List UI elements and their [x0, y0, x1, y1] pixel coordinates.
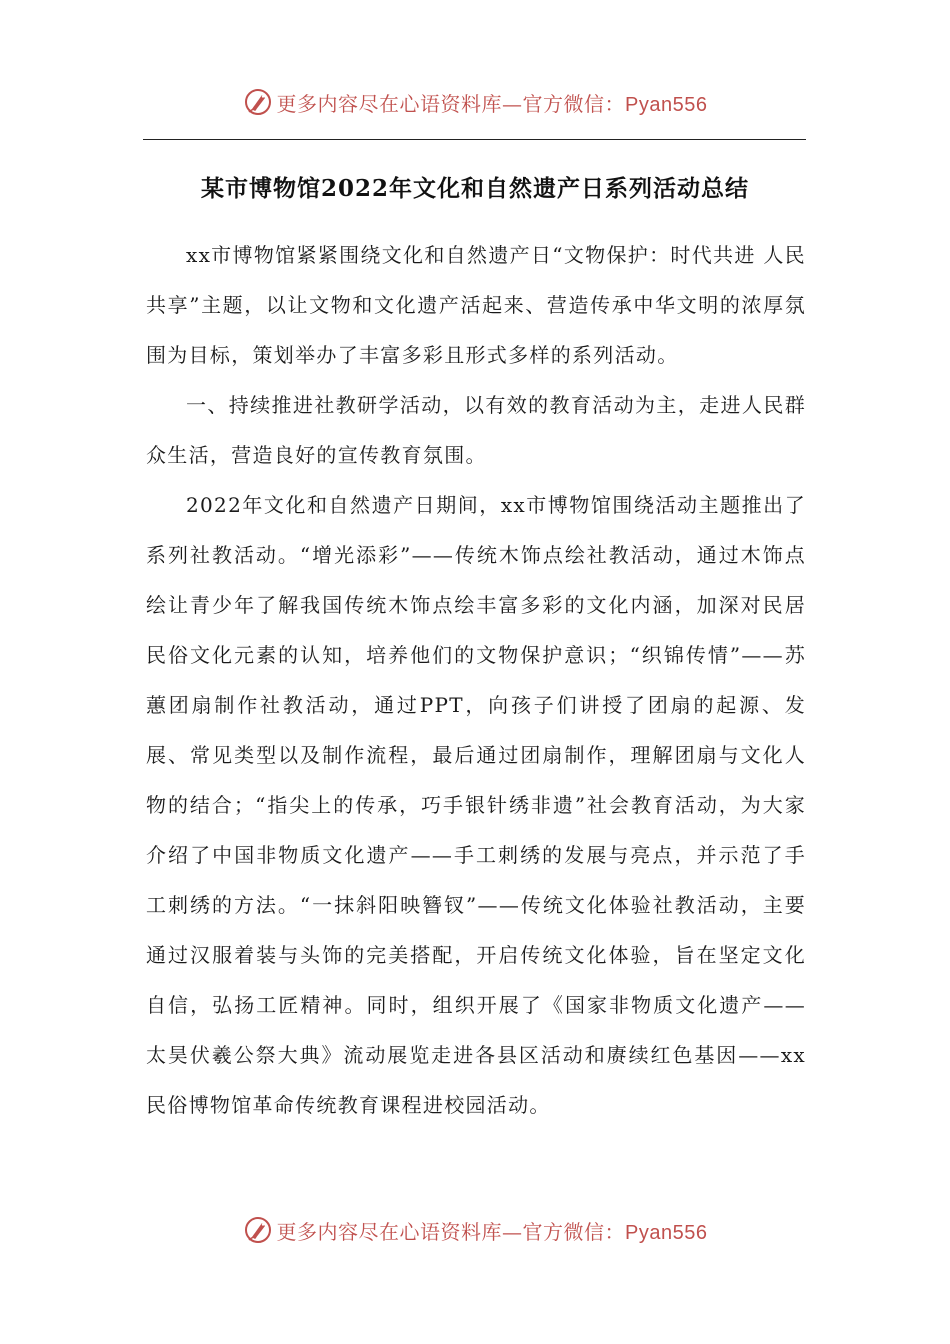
document-title: 某市博物馆2022年文化和自然遗产日系列活动总结 — [200, 175, 749, 202]
wechat-handle: Pyan556 — [625, 93, 708, 116]
header-divider — [143, 139, 806, 140]
paragraph-section-1-body: 2022年文化和自然遗产日期间，xx市博物馆围绕活动主题推出了系列社教活动。“增光添彩”——传统木饰点绘社教活动，通过木饰点绘让青少年了解我国传统木饰点绘丰富多彩的文化内涵，加深对民居民俗文化元素的认知，培养他们的文物保护意识；“织锦传情”——苏蕙团扇制作社教活动，通过PPT，向孩子们讲授了团扇的起源、发展、常见类型以及制作流程，最后通过团扇制作，理解团扇与文化人物的结合；“指尖上的传承，巧手银针绣非遗”社会教育活动，为大家介绍了中国非物质文化遗产——手工刺绣的发展与亮点，并示范了手工刺绣的方法。“一抹斜阳映簪钗”——传统文化体验社教活动，主要通过汉服着装与头饰的完美搭配，开启传统文化体验，旨在坚定文化自信，弘扬工匠精神。同时，组织开展了《国家非物质文化遗产——太昊伏羲公祭大典》流动展览走进各县区活动和赓续红色基因——xx民俗博物馆革命传统教育课程进校园活动。 — [146, 493, 806, 1117]
paragraph-intro: xx市博物馆紧紧围绕文化和自然遗产日“文物保护：时代共进 人民共享”主题，以让文物和文化遗产活起来、营造传承中华文明的浓厚氛围为目标，策划举办了丰富多彩且形式多样的系列活动。 — [146, 243, 806, 367]
paragraph-section-1-heading: 一、持续推进社教研学活动，以有效的教育活动为主，走进人民群众生活，营造良好的宣传教育氛围。 — [146, 393, 806, 467]
document-body — [146, 230, 806, 1130]
pen-nib-logo-icon — [243, 1215, 273, 1245]
footer-banner-text: 更多内容尽在心语资料库—官方微信：Pyan556 — [276, 1219, 708, 1244]
header-banner — [0, 82, 950, 122]
pen-nib-logo-icon — [243, 87, 273, 117]
header-banner-text: 更多内容尽在心语资料库—官方微信：Pyan556 — [276, 91, 708, 116]
wechat-handle: Pyan556 — [625, 1221, 708, 1244]
footer-banner — [0, 1210, 950, 1250]
